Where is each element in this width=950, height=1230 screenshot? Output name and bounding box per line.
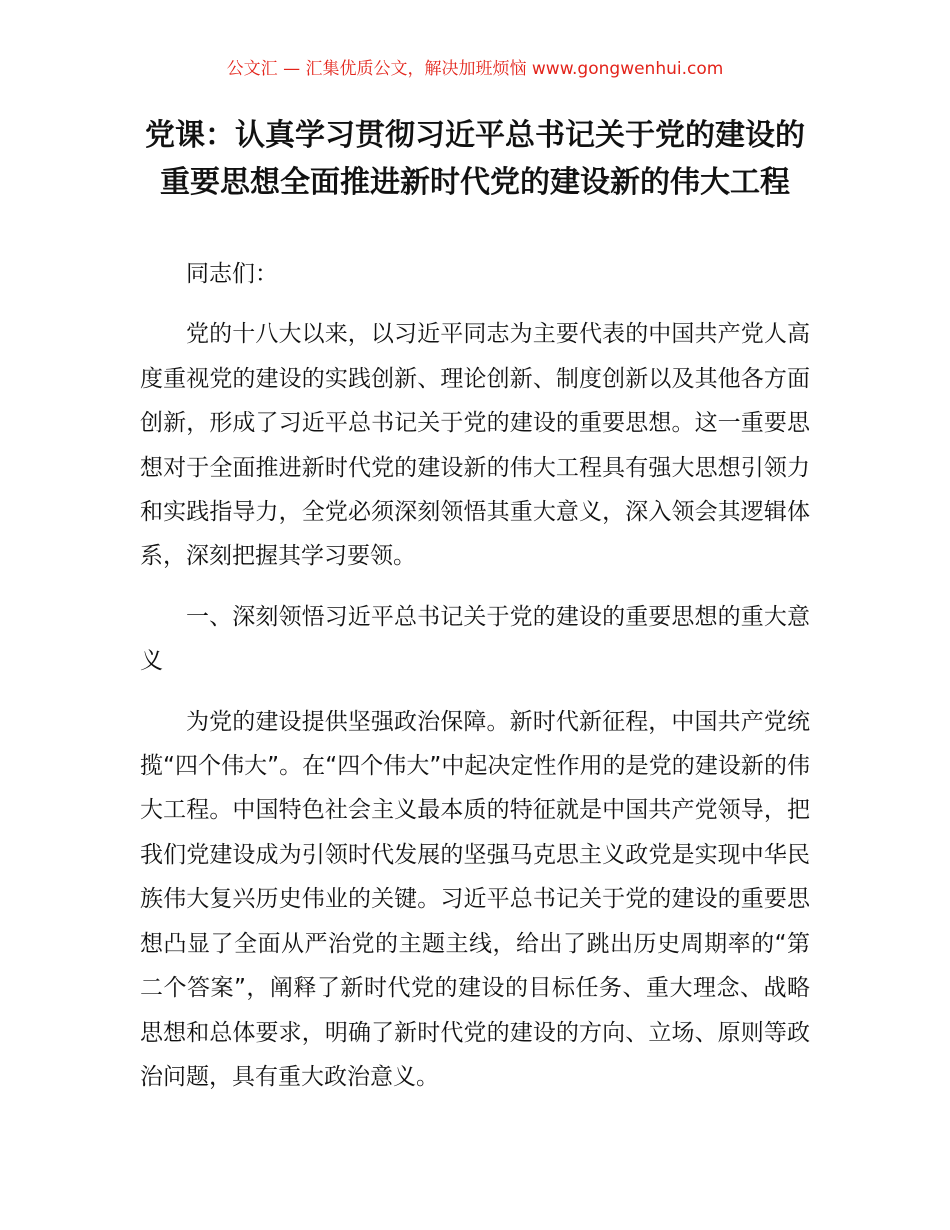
salutation: 同志们：	[186, 261, 278, 287]
header-banner: 公文汇 — 汇集优质公文，解决加班烦恼 www.gongwenhui.com	[226, 59, 724, 79]
section-heading: 一、深刻领悟习近平总书记关于党的建设的重要思想的重大意义	[140, 603, 810, 675]
body-paragraph: 党的十八大以来，以习近平同志为主要代表的中国共产党人高度重视党的建设的实践创新、理论创新、制度创新以及其他各方面创新，形成了习近平总书记关于党的建设的重要思想。这一重要思想对于全面推进新时代党的建设新的伟大工程具有强大思想引领力和实践指导力，全党必须深刻领悟其重大意义，深入领会其逻辑体系，深刻把握其学习要领。	[140, 321, 810, 570]
document-body	[140, 252, 810, 1099]
body-paragraph: 为党的建设提供坚强政治保障。新时代新征程，中国共产党统揽“四个伟大”。在“四个伟大”中起决定性作用的是党的建设新的伟大工程。中国特色社会主义最本质的特征就是中国共产党领导，把我们党建设成为引领时代发展的坚强马克思主义政党是实现中华民族伟大复兴历史伟业的关键。习近平总书记关于党的建设的重要思想凸显了全面从严治党的主题主线，给出了跳出历史周期率的“第二个答案”，阐释了新时代党的建设的目标任务、重大理念、战略思想和总体要求，明确了新时代党的建设的方向、立场、原则等政治问题，具有重大政治意义。	[140, 708, 810, 1090]
page-title: 党课：认真学习贯彻习近平总书记关于党的建设的重要思想全面推进新时代党的建设新的伟大工程	[145, 118, 805, 200]
